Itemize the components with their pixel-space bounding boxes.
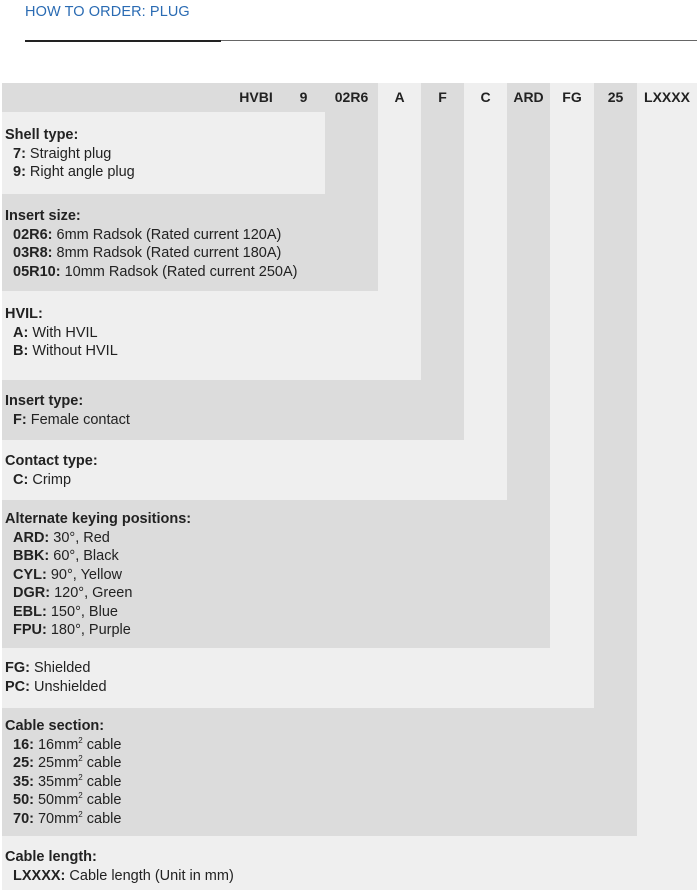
- option-item: LXXXX: Cable length (Unit in mm): [13, 867, 234, 884]
- code-hvil: A: [394, 89, 405, 105]
- option-item: 03R8: 8mm Radsok (Rated current 180A): [13, 245, 282, 261]
- option-item: F: Female contact: [13, 411, 130, 428]
- option-item: FG: Shielded: [5, 660, 91, 676]
- option-item: PC: Unshielded: [5, 678, 107, 695]
- divider-accent: [25, 40, 221, 42]
- option-item: 25: $25mm^2$ cable: [13, 754, 122, 771]
- section-heading: Alternate keying positions:: [5, 511, 192, 527]
- section-cable-section: [5, 717, 121, 828]
- option-item: CYL: 90°, Yellow: [13, 566, 122, 583]
- code-shell: 9: [299, 89, 308, 105]
- code-insert-size: 02R6: [334, 89, 369, 105]
- section-shielding: [5, 659, 107, 696]
- section-keying: [5, 510, 191, 640]
- section-hvil: [5, 305, 118, 361]
- column-FG-bg: [550, 83, 594, 708]
- option-item: B: Without HVIL: [13, 343, 118, 359]
- option-item: 05R10: 10mm Radsok (Rated current 250A): [13, 263, 298, 280]
- code-contact-type: C: [480, 89, 491, 105]
- code-keying: ARD: [513, 89, 544, 105]
- section-shell-type: [5, 126, 135, 182]
- code-shielding: FG: [562, 89, 582, 105]
- option-item: ARD: 30°, Red: [13, 529, 110, 546]
- section-heading: Insert size:: [5, 208, 81, 224]
- option-item: 50: $50mm^2$ cable: [13, 791, 122, 808]
- column-C-bg: [464, 83, 507, 500]
- option-item: DGR: 120°, Green: [13, 585, 133, 601]
- code-series: HVBI: [239, 89, 273, 105]
- option-item: 9: Right angle plug: [13, 164, 135, 180]
- code-insert-type: F: [438, 89, 447, 105]
- section-cable-length: [5, 848, 234, 885]
- section-heading: HVIL:: [5, 306, 43, 322]
- option-item: EBL: 150°, Blue: [13, 603, 118, 620]
- section-insert-size: [5, 207, 298, 281]
- section-heading: Cable length:: [5, 849, 97, 865]
- option-item: BBK: 60°, Black: [13, 548, 119, 564]
- section-heading: Shell type:: [5, 127, 79, 143]
- option-item: 70: $70mm^2$ cable: [13, 809, 122, 827]
- section-contact-type: [5, 452, 98, 489]
- section-heading: Contact type:: [5, 453, 98, 469]
- option-item: A: With HVIL: [13, 324, 98, 341]
- page-title: HOW TO ORDER: PLUG: [25, 4, 190, 20]
- option-item: 35: $35mm^2$ cable: [13, 772, 122, 790]
- column-LXXXX-bg: [637, 83, 697, 890]
- option-item: 7: Straight plug: [13, 145, 112, 162]
- section-heading: Cable section:: [5, 718, 105, 734]
- option-item: 16: $16mm^2$ cable: [13, 735, 122, 753]
- option-item: C: Crimp: [13, 471, 72, 488]
- code-cable-section: 25: [607, 89, 624, 105]
- section-insert-type: [5, 392, 130, 429]
- option-item: 02R6: 6mm Radsok (Rated current 120A): [13, 226, 282, 243]
- code-cable-length: LXXXX: [644, 89, 690, 105]
- section-heading: Insert type:: [5, 393, 84, 409]
- option-item: FPU: 180°, Purple: [13, 622, 131, 638]
